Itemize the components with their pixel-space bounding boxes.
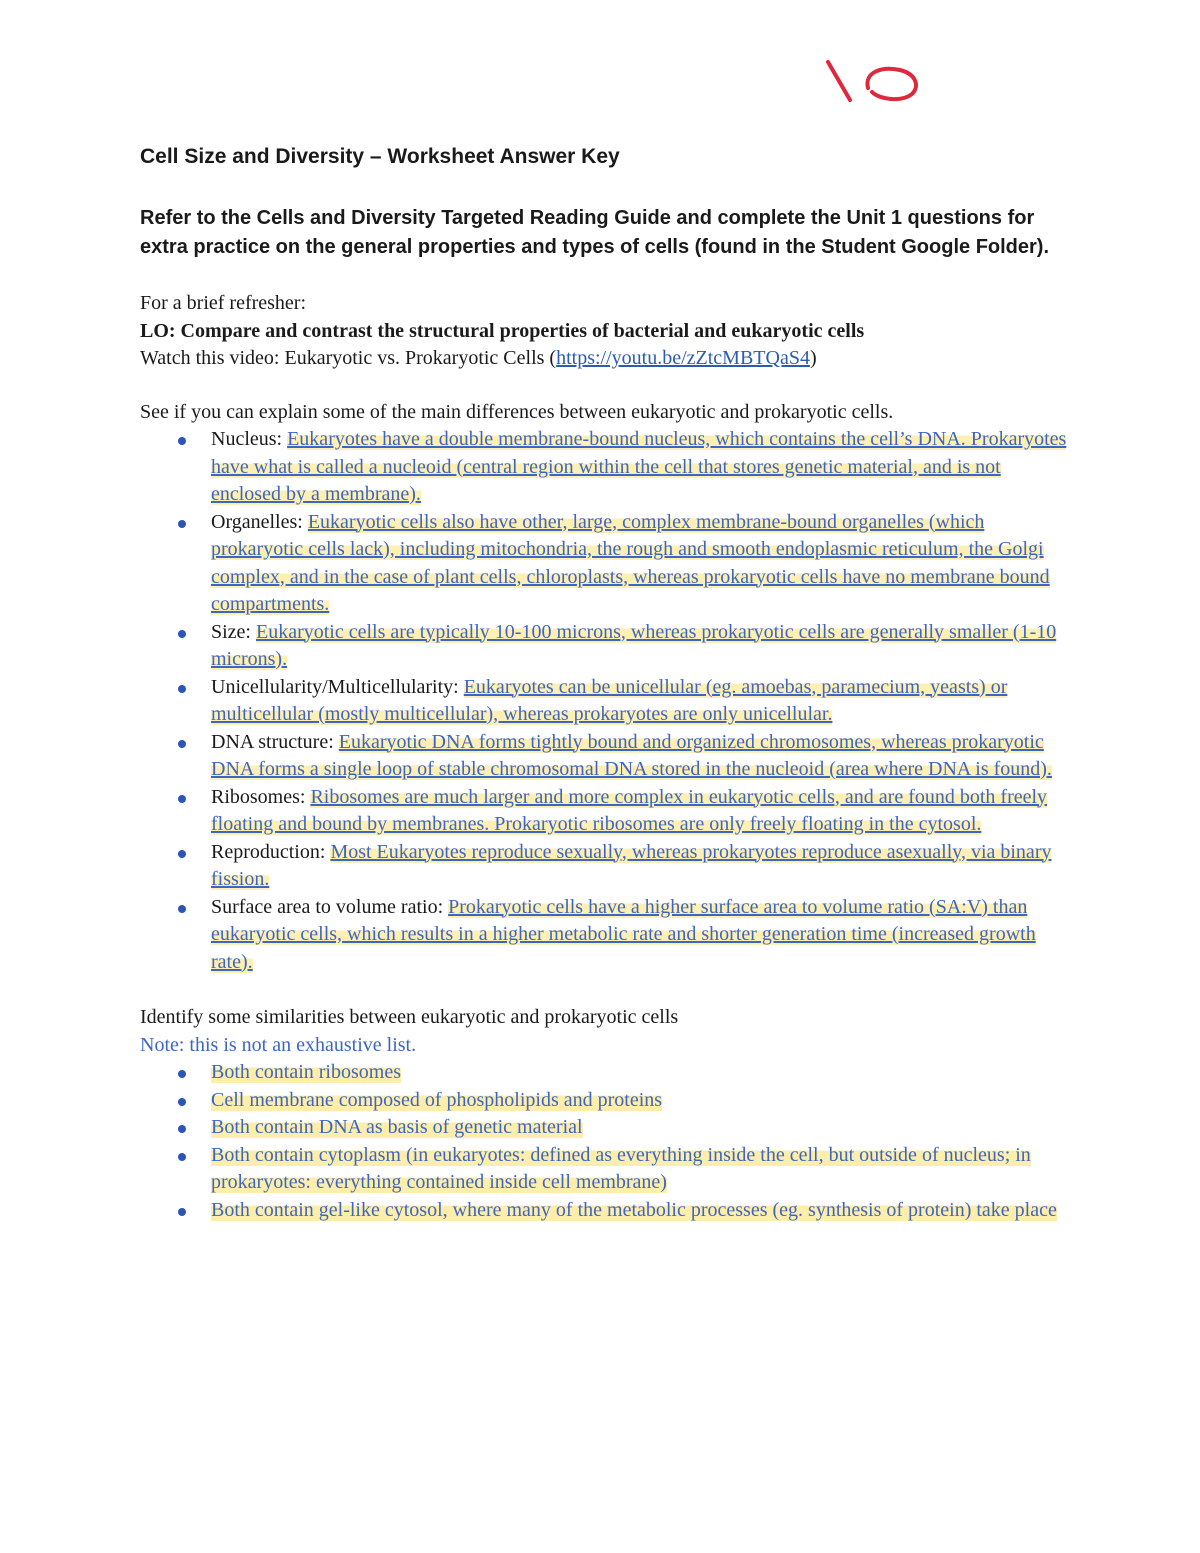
- list-item: [211, 1087, 1070, 1115]
- intro-instructions: Refer to the Cells and Diversity Targeted Reading Guide and complete the Unit 1 questions for extra practice on the general properties and types of cells (found in the Student Google Folder).: [140, 207, 1050, 258]
- similarities-prompt: Identify some similarities between eukaryotic and prokaryotic cells: [140, 1006, 679, 1028]
- handwritten-grade-mark: [820, 52, 930, 112]
- difference-answer: Eukaryotes have a double membrane-bound nucleus, which contains the cell’s DNA. Prokaryotes have what is called a nucleoid (central region within the cell that stores genetic material, and is not enclosed by a membrane).: [211, 428, 1067, 505]
- refresher-text: For a brief refresher:: [140, 292, 307, 314]
- difference-answer: Prokaryotic cells have a higher surface area to volume ratio (SA:V) than eukaryotic cells, which results in a higher metabolic rate and shorter generation time (increased growth rate).: [211, 895, 1036, 973]
- document-title: Cell Size and Diversity – Worksheet Answer Key: [140, 145, 620, 168]
- video-suffix: ): [809, 347, 817, 369]
- similarity-text: Both contain cytoplasm (in eukaryotes: defined as everything inside the cell, but outside of nucleus; in prokaryotes: everything contained inside cell membrane): [211, 1143, 1031, 1193]
- body-content: [140, 290, 1070, 1224]
- difference-label: Size:: [211, 620, 256, 643]
- video-line: [140, 345, 1070, 373]
- similarities-note: Note: this is not an exhaustive list.: [140, 1033, 417, 1056]
- difference-label: Reproduction:: [211, 840, 331, 863]
- difference-answer: Eukaryotes can be unicellular (eg. amoebas, paramecium, yeasts) or multicellular (mostly multicellular), whereas prokaryotes are only unicellular.: [211, 675, 1008, 725]
- video-link[interactable]: https://youtu.be/zZtcMBTQaS4: [556, 347, 810, 369]
- list-item: [211, 1059, 1070, 1087]
- list-item: [211, 1114, 1070, 1142]
- difference-answer: Eukaryotic DNA forms tightly bound and organized chromosomes, whereas prokaryotic DNA forms a single loop of stable chromosomal DNA stored in the nucleoid (area where DNA is found).: [211, 730, 1052, 780]
- learning-objective: LO: Compare and contrast the structural properties of bacterial and eukaryotic cells: [140, 319, 865, 342]
- list-item: [211, 894, 1070, 977]
- differences-prompt: See if you can explain some of the main differences between eukaryotic and prokaryotic cells.: [140, 400, 894, 423]
- similarity-text: Both contain ribosomes: [211, 1061, 401, 1083]
- list-item: [211, 729, 1070, 784]
- list-item: [211, 1197, 1070, 1225]
- similarity-text: Both contain DNA as basis of genetic material: [211, 1116, 583, 1138]
- difference-answer: Most Eukaryotes reproduce sexually, whereas prokaryotes reproduce asexually, via binary fission.: [211, 840, 1052, 890]
- difference-label: Nucleus:: [211, 428, 288, 450]
- list-item: [211, 674, 1070, 729]
- similarity-text: Both contain gel-like cytosol, where many of the metabolic processes (eg. synthesis of protein) take place: [211, 1198, 1057, 1221]
- list-item: [211, 1142, 1070, 1197]
- difference-answer: Ribosomes are much larger and more complex in eukaryotic cells, and are found both freely floating and bound by membranes. Prokaryotic ribosomes are only freely floating in the cytosol.: [211, 785, 1048, 835]
- similarity-text: Cell membrane composed of phospholipids and proteins: [211, 1088, 663, 1111]
- difference-answer: Eukaryotic cells are typically 10-100 microns, whereas prokaryotic cells are generally smaller (1-10 microns).: [211, 620, 1057, 670]
- differences-list: [140, 426, 1070, 976]
- list-item: [211, 426, 1070, 509]
- difference-label: Surface area to volume ratio:: [211, 895, 449, 918]
- list-item: [211, 784, 1070, 839]
- difference-answer: Eukaryotic cells also have other, large, complex membrane-bound organelles (which prokaryotic cells lack), including mitochondria, the rough and smooth endoplasmic reticulum, the Golgi complex, and in the case of plant cells, chloroplasts, whereas prokaryotic cells have no membrane bound compartments.: [211, 510, 1050, 615]
- list-item: [211, 839, 1070, 894]
- difference-label: DNA structure:: [211, 730, 339, 753]
- list-item: [211, 619, 1070, 674]
- difference-label: Unicellularity/Multicellularity:: [211, 675, 464, 698]
- list-item: [211, 509, 1070, 619]
- similarities-list: [140, 1059, 1070, 1224]
- difference-label: Organelles:: [211, 510, 308, 533]
- difference-label: Ribosomes:: [211, 785, 311, 808]
- video-prefix: Watch this video: Eukaryotic vs. Prokaryotic Cells (: [140, 347, 557, 369]
